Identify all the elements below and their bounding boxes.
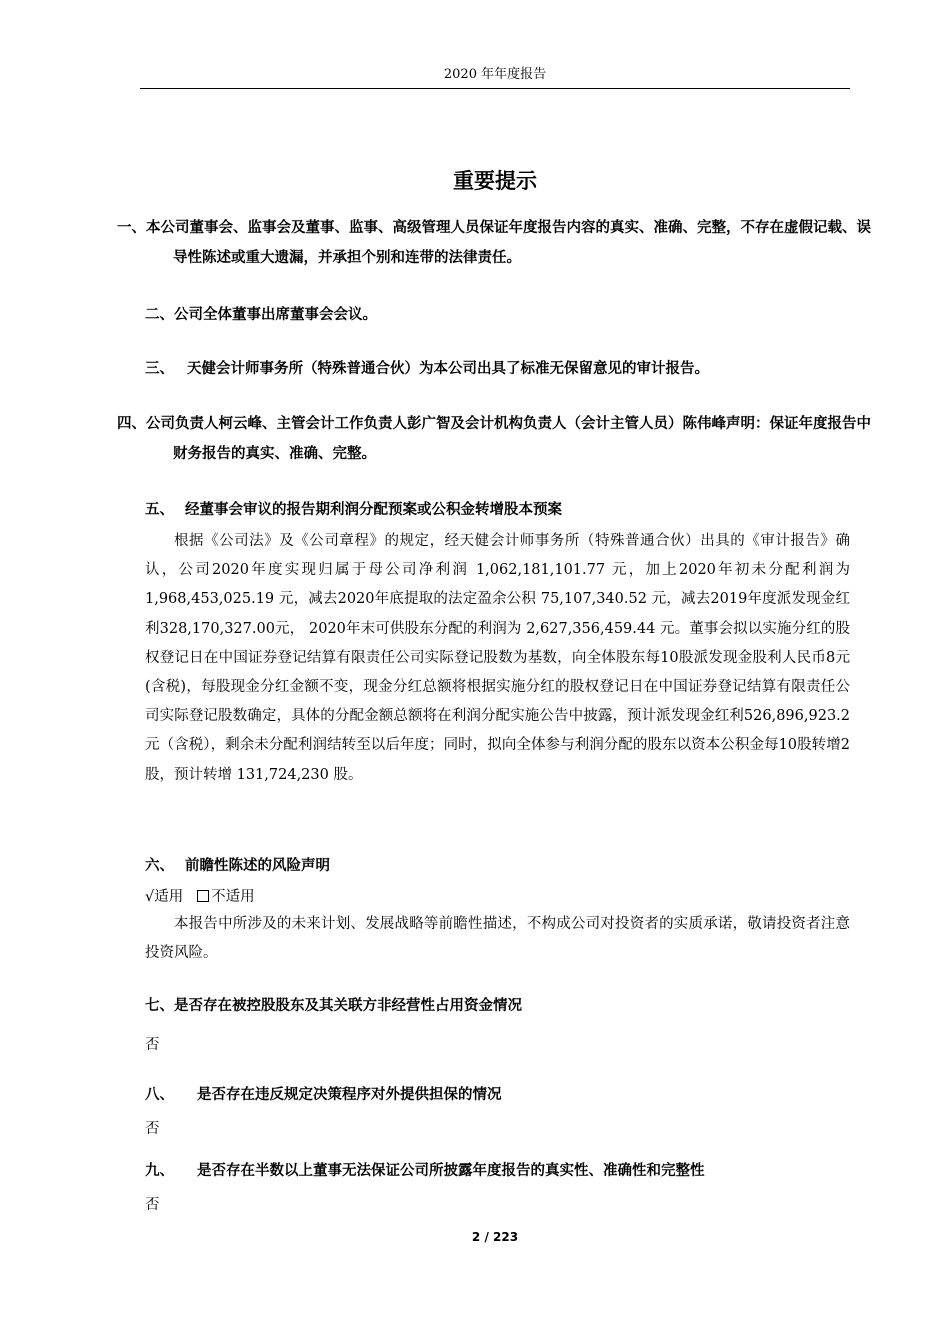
section-4-text: 公司负责人柯云峰、主管会计工作负责人彭广智及会计机构负责人（会计主管人员）陈伟峰声明：保证年度报告中财务报告的真实、准确、完整。	[146, 416, 871, 462]
section-6	[145, 851, 850, 881]
profit-distribution-paragraph: 根据《公司法》及《公司章程》的规定，经天健会计师事务所（特殊普通合伙）出具的《审计报告》确认，公司2020年度实现归属于母公司净利润 1,062,181,101.77 元，加上2020年初未分配利润为1,968,453,025.19 元，减去2020年底提取的法定盈余公积 75,107,340.52 元，减去2019年度派发现金红利328,170,327.00元， 2020年末可供股东分配的利润为 2,627,356,459.44 元。董事会拟以实施分红的股权登记日在中国证券登记结算有限责任公司实际登记股数为基数，向全体股东每10股派发现金股利人民币8元(含税)，每股现金分红金额不变，现金分红总额将根据实施分红的股权登记日在中国证券登记结算有限责任公司实际登记股数确定，具体的分配金额总额将在利润分配实施公告中披露，预计派发现金红利526,896,923.2元（含税），剩余未分配利润结转至以后年度；同时，拟向全体参与利润分配的股东以资本公积金每10股转增2股，预计转增 131,724,230 股。	[145, 533, 850, 783]
section-6-text: 前瞻性陈述的风险声明	[185, 858, 330, 874]
section-3-text: 天健会计师事务所（特殊普通合伙）为本公司出具了标准无保留意见的审计报告。	[187, 361, 709, 377]
section-3	[145, 354, 850, 384]
section-7-answer: 否	[145, 1037, 160, 1053]
section-8-text: 是否存在违反规定决策程序对外提供担保的情况	[197, 1087, 502, 1103]
section-1-number: 一、	[117, 220, 146, 236]
section-2-text: 公司全体董事出席董事会会议。	[174, 307, 377, 323]
section-5	[145, 495, 850, 525]
section-9-answer: 否	[145, 1197, 160, 1213]
page-number: 2 / 223	[471, 1230, 519, 1244]
section-1-text: 本公司董事会、监事会及董事、监事、高级管理人员保证年度报告内容的真实、准确、完整，不存在虚假记载、误导性陈述或重大遗漏，并承担个别和连带的法律责任。	[146, 220, 871, 266]
section-7	[145, 991, 850, 1021]
applicability-options	[145, 884, 850, 910]
section-5-text: 经董事会审议的报告期利润分配预案或公积金转增股本预案	[185, 502, 562, 518]
forward-looking-paragraph: 本报告中所涉及的未来计划、发展战略等前瞻性描述，不构成公司对投资者的实质承诺，敬请投资者注意投资风险。	[145, 916, 850, 962]
section-7-number: 七、	[145, 998, 174, 1014]
section-2	[145, 300, 850, 330]
page-title: 重要提示	[453, 169, 537, 193]
section-9-number: 九、	[145, 1163, 174, 1179]
section-4-number: 四、	[117, 416, 146, 432]
section-2-number: 二、	[145, 307, 174, 323]
section-8-answer: 否	[145, 1121, 160, 1137]
section-5-number: 五、	[145, 502, 174, 518]
section-9	[145, 1156, 850, 1186]
not-applicable-option: 不适用	[211, 889, 255, 905]
header-rule	[140, 88, 850, 89]
report-header: 2020 年年度报告	[443, 67, 547, 82]
section-3-number: 三、	[145, 361, 174, 377]
applicable-option: √适用	[145, 889, 184, 905]
checkbox-icon	[197, 890, 209, 902]
section-8	[145, 1080, 850, 1110]
section-8-number: 八、	[145, 1087, 174, 1103]
section-7-text: 是否存在被控股股东及其关联方非经营性占用资金情况	[174, 998, 522, 1014]
section-4	[117, 409, 878, 469]
section-6-number: 六、	[145, 858, 174, 874]
section-1	[117, 213, 878, 273]
section-9-text: 是否存在半数以上董事无法保证公司所披露年度报告的真实性、准确性和完整性	[197, 1163, 705, 1179]
